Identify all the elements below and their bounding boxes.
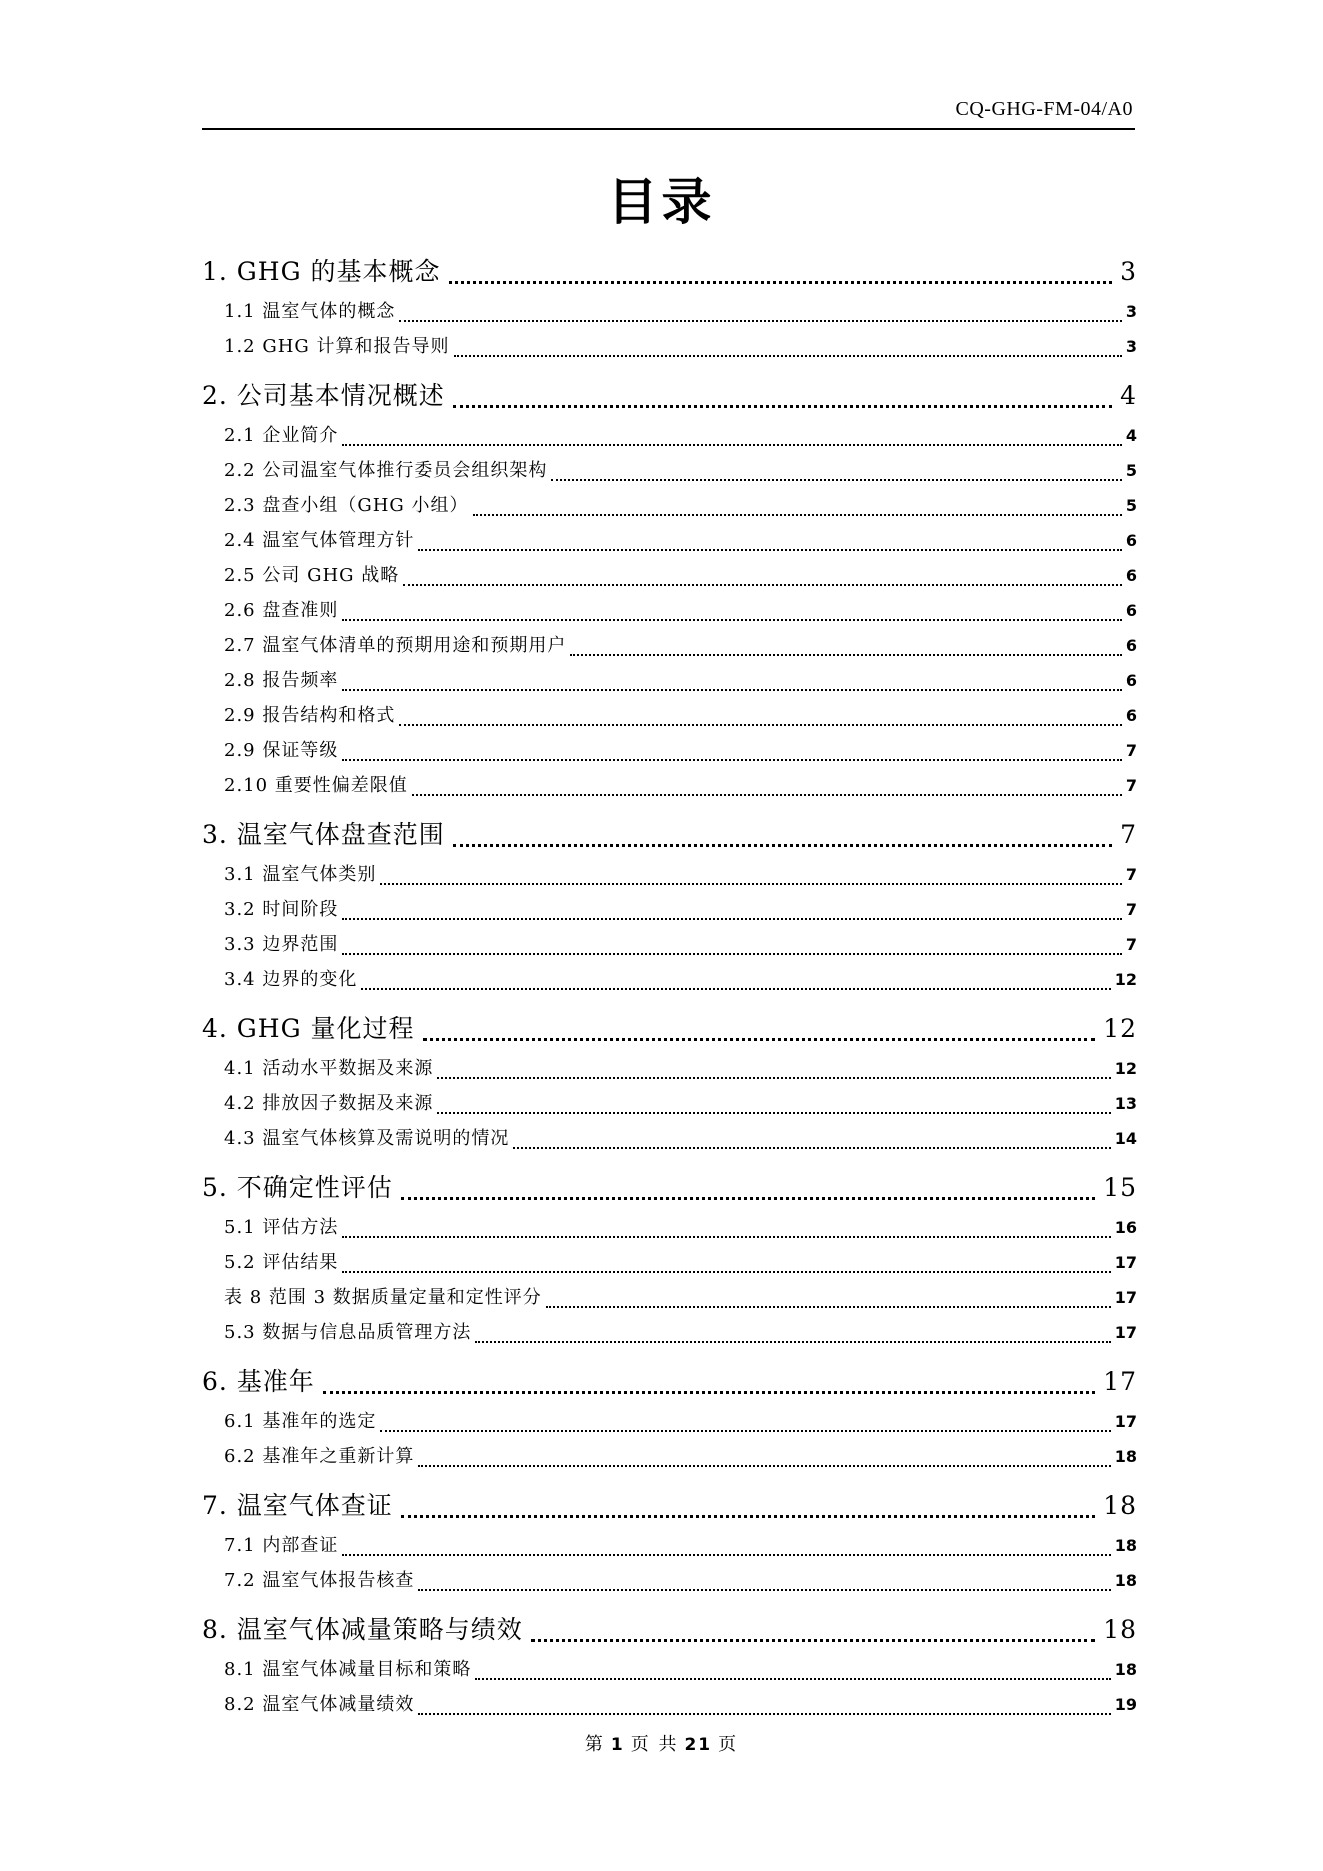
toc-entry-page-number: 17 xyxy=(1114,1323,1137,1342)
dot-leader xyxy=(342,1554,1110,1556)
dot-leader xyxy=(399,724,1122,726)
toc-entry-page-number: 6 xyxy=(1125,706,1137,725)
toc-section-entry[interactable] xyxy=(202,250,1137,294)
toc-entry-label: 7. 温室气体查证 xyxy=(202,1491,393,1520)
toc-subsection-entry[interactable] xyxy=(202,418,1137,453)
dot-leader xyxy=(380,883,1122,885)
dot-leader xyxy=(418,1465,1110,1467)
toc-entry-label: 5.3 数据与信息品质管理方法 xyxy=(224,1322,472,1343)
toc-subsection-entry[interactable] xyxy=(202,1315,1137,1350)
toc-entry-page-number: 3 xyxy=(1125,337,1137,356)
toc-subsection-entry[interactable] xyxy=(202,1528,1137,1563)
toc-entry-page-number: 19 xyxy=(1114,1695,1137,1714)
toc-entry-label: 2.8 报告频率 xyxy=(224,670,339,691)
table-of-contents xyxy=(202,250,1137,1722)
document-code: CQ-GHG-FM-04/A0 xyxy=(955,98,1133,120)
dot-leader xyxy=(342,918,1122,920)
toc-entry-page-number: 6 xyxy=(1125,636,1137,655)
toc-entry-page-number: 7 xyxy=(1125,865,1137,884)
toc-entry-page-number: 5 xyxy=(1125,496,1137,515)
footer-suffix: 页 xyxy=(718,1734,739,1755)
toc-entry-label: 8. 温室气体减量策略与绩效 xyxy=(202,1615,523,1644)
dot-leader xyxy=(323,1391,1095,1394)
toc-entry-label: 7.1 内部查证 xyxy=(224,1535,339,1556)
toc-subsection-entry[interactable] xyxy=(202,892,1137,927)
footer-mid: 页 共 xyxy=(630,1734,679,1755)
toc-subsection-entry[interactable] xyxy=(202,488,1137,523)
toc-subsection-entry[interactable] xyxy=(202,1086,1137,1121)
toc-subsection-entry[interactable] xyxy=(202,962,1137,997)
toc-entry-page-number: 6 xyxy=(1125,601,1137,620)
dot-leader xyxy=(380,1430,1110,1432)
dot-leader xyxy=(418,1713,1110,1715)
toc-entry-page-number: 13 xyxy=(1114,1094,1137,1113)
toc-entry-page-number: 15 xyxy=(1103,1173,1137,1202)
toc-entry-page-number: 3 xyxy=(1120,257,1137,286)
toc-subsection-entry[interactable] xyxy=(202,329,1137,364)
toc-entry-label: 5. 不确定性评估 xyxy=(202,1173,393,1202)
dot-leader xyxy=(475,1341,1110,1343)
dot-leader xyxy=(437,1077,1110,1079)
toc-subsection-entry[interactable] xyxy=(202,927,1137,962)
dot-leader xyxy=(453,844,1112,847)
toc-entry-label: 2. 公司基本情况概述 xyxy=(202,381,445,410)
toc-entry-label: 2.9 报告结构和格式 xyxy=(224,705,396,726)
toc-entry-label: 7.2 温室气体报告核查 xyxy=(224,1570,415,1591)
toc-entry-label: 6.2 基准年之重新计算 xyxy=(224,1446,415,1467)
toc-entry-label: 6. 基准年 xyxy=(202,1367,315,1396)
dot-leader xyxy=(570,654,1122,656)
toc-subsection-entry[interactable] xyxy=(202,453,1137,488)
toc-entry-page-number: 7 xyxy=(1125,935,1137,954)
dot-leader xyxy=(454,355,1122,357)
dot-leader xyxy=(531,1639,1095,1642)
toc-entry-page-number: 4 xyxy=(1120,381,1137,410)
dot-leader xyxy=(342,953,1122,955)
toc-subsection-entry[interactable] xyxy=(202,1652,1137,1687)
toc-subsection-entry[interactable] xyxy=(202,1439,1137,1474)
toc-subsection-entry[interactable] xyxy=(202,558,1137,593)
toc-entry-label: 2.6 盘查准则 xyxy=(224,600,339,621)
toc-entry-page-number: 3 xyxy=(1125,302,1137,321)
toc-subsection-entry[interactable] xyxy=(202,1687,1137,1722)
toc-entry-page-number: 4 xyxy=(1125,426,1137,445)
toc-section-entry[interactable] xyxy=(202,1007,1137,1051)
dot-leader xyxy=(361,988,1110,990)
toc-entry-label: 4.3 温室气体核算及需说明的情况 xyxy=(224,1128,510,1149)
footer-total-pages: 21 xyxy=(684,1735,713,1755)
toc-section-entry[interactable] xyxy=(202,1360,1137,1404)
toc-entry-label: 2.7 温室气体清单的预期用途和预期用户 xyxy=(224,635,567,656)
toc-subsection-entry[interactable] xyxy=(202,1121,1137,1156)
dot-leader xyxy=(453,405,1112,408)
toc-section-entry[interactable] xyxy=(202,813,1137,857)
toc-subsection-entry[interactable] xyxy=(202,1210,1137,1245)
toc-entry-page-number: 18 xyxy=(1114,1447,1137,1466)
toc-entry-label: 8.2 温室气体减量绩效 xyxy=(224,1694,415,1715)
toc-subsection-entry[interactable] xyxy=(202,628,1137,663)
toc-subsection-entry[interactable] xyxy=(202,523,1137,558)
toc-entry-page-number: 7 xyxy=(1125,900,1137,919)
toc-entry-label: 2.3 盘查小组（GHG 小组） xyxy=(224,495,469,516)
toc-entry-page-number: 18 xyxy=(1114,1660,1137,1679)
dot-leader xyxy=(342,1271,1110,1273)
toc-entry-label: 3.4 边界的变化 xyxy=(224,969,358,990)
toc-section-entry[interactable] xyxy=(202,1484,1137,1528)
dot-leader xyxy=(342,1236,1110,1238)
dot-leader xyxy=(401,1515,1095,1518)
toc-entry-label: 1.1 温室气体的概念 xyxy=(224,301,396,322)
toc-entry-page-number: 6 xyxy=(1125,566,1137,585)
toc-subsection-entry[interactable] xyxy=(202,768,1137,803)
dot-leader xyxy=(399,320,1122,322)
toc-entry-page-number: 17 xyxy=(1103,1367,1137,1396)
toc-entry-label: 2.4 温室气体管理方针 xyxy=(224,530,415,551)
toc-entry-label: 3.2 时间阶段 xyxy=(224,899,339,920)
dot-leader xyxy=(401,1197,1095,1200)
dot-leader xyxy=(342,444,1122,446)
dot-leader xyxy=(551,479,1122,481)
dot-leader xyxy=(342,689,1122,691)
toc-subsection-entry[interactable] xyxy=(202,1404,1137,1439)
toc-entry-label: 5.1 评估方法 xyxy=(224,1217,339,1238)
toc-entry-label: 2.10 重要性偏差限值 xyxy=(224,775,408,796)
toc-entry-label: 4.2 排放因子数据及来源 xyxy=(224,1093,434,1114)
dot-leader xyxy=(546,1306,1111,1308)
toc-entry-page-number: 16 xyxy=(1114,1218,1137,1237)
toc-entry-page-number: 7 xyxy=(1120,820,1137,849)
toc-entry-label: 2.1 企业简介 xyxy=(224,425,339,446)
toc-section-entry[interactable] xyxy=(202,1166,1137,1210)
toc-subsection-entry[interactable] xyxy=(202,698,1137,733)
dot-leader xyxy=(449,281,1113,284)
toc-subsection-entry[interactable] xyxy=(202,733,1137,768)
toc-entry-label: 1.2 GHG 计算和报告导则 xyxy=(224,336,450,357)
dot-leader xyxy=(513,1147,1110,1149)
toc-entry-label: 2.5 公司 GHG 战略 xyxy=(224,565,400,586)
dot-leader xyxy=(418,549,1122,551)
toc-entry-label: 2.9 保证等级 xyxy=(224,740,339,761)
toc-entry-page-number: 12 xyxy=(1103,1014,1137,1043)
toc-entry-label: 3.1 温室气体类别 xyxy=(224,864,377,885)
toc-entry-page-number: 17 xyxy=(1114,1412,1137,1431)
footer-current-page: 1 xyxy=(610,1735,625,1755)
toc-entry-page-number: 6 xyxy=(1125,531,1137,550)
toc-entry-page-number: 17 xyxy=(1114,1288,1137,1307)
toc-entry-page-number: 5 xyxy=(1125,461,1137,480)
dot-leader xyxy=(403,584,1122,586)
toc-subsection-entry[interactable] xyxy=(202,1051,1137,1086)
toc-entry-page-number: 12 xyxy=(1114,1059,1137,1078)
dot-leader xyxy=(342,759,1122,761)
toc-subsection-entry[interactable] xyxy=(202,1245,1137,1280)
toc-entry-label: 3.3 边界范围 xyxy=(224,934,339,955)
toc-entry-page-number: 7 xyxy=(1125,741,1137,760)
header-rule xyxy=(202,128,1135,130)
toc-subsection-entry[interactable] xyxy=(202,294,1137,329)
dot-leader xyxy=(475,1678,1110,1680)
toc-subsection-entry[interactable] xyxy=(202,663,1137,698)
toc-entry-page-number: 6 xyxy=(1125,671,1137,690)
toc-entry-label: 2.2 公司温室气体推行委员会组织架构 xyxy=(224,460,548,481)
toc-entry-page-number: 12 xyxy=(1114,970,1137,989)
toc-entry-label: 5.2 评估结果 xyxy=(224,1252,339,1273)
dot-leader xyxy=(342,619,1122,621)
dot-leader xyxy=(473,514,1122,516)
toc-entry-page-number: 18 xyxy=(1103,1615,1137,1644)
toc-entry-page-number: 18 xyxy=(1114,1536,1137,1555)
toc-entry-page-number: 18 xyxy=(1114,1571,1137,1590)
toc-subsection-entry[interactable] xyxy=(202,1563,1137,1598)
toc-entry-label: 3. 温室气体盘查范围 xyxy=(202,820,445,849)
dot-leader xyxy=(437,1112,1110,1114)
toc-subsection-entry[interactable] xyxy=(202,857,1137,892)
toc-subsection-entry[interactable] xyxy=(202,1280,1137,1315)
toc-entry-page-number: 17 xyxy=(1114,1253,1137,1272)
toc-entry-page-number: 14 xyxy=(1114,1129,1137,1148)
toc-entry-label: 6.1 基准年的选定 xyxy=(224,1411,377,1432)
page-footer xyxy=(0,1730,1323,1756)
toc-entry-label: 1. GHG 的基本概念 xyxy=(202,257,441,286)
toc-subsection-entry[interactable] xyxy=(202,593,1137,628)
toc-section-entry[interactable] xyxy=(202,374,1137,418)
dot-leader xyxy=(418,1589,1110,1591)
toc-entry-label: 4. GHG 量化过程 xyxy=(202,1014,415,1043)
toc-section-entry[interactable] xyxy=(202,1608,1137,1652)
dot-leader xyxy=(412,794,1122,796)
toc-entry-label: 8.1 温室气体减量目标和策略 xyxy=(224,1659,472,1680)
page-title: 目录 xyxy=(607,172,716,231)
toc-entry-page-number: 18 xyxy=(1103,1491,1137,1520)
toc-entry-label: 4.1 活动水平数据及来源 xyxy=(224,1058,434,1079)
footer-prefix: 第 xyxy=(584,1734,605,1755)
toc-entry-page-number: 7 xyxy=(1125,776,1137,795)
toc-entry-label: 表 8 范围 3 数据质量定量和定性评分 xyxy=(224,1287,542,1308)
dot-leader xyxy=(423,1038,1096,1041)
